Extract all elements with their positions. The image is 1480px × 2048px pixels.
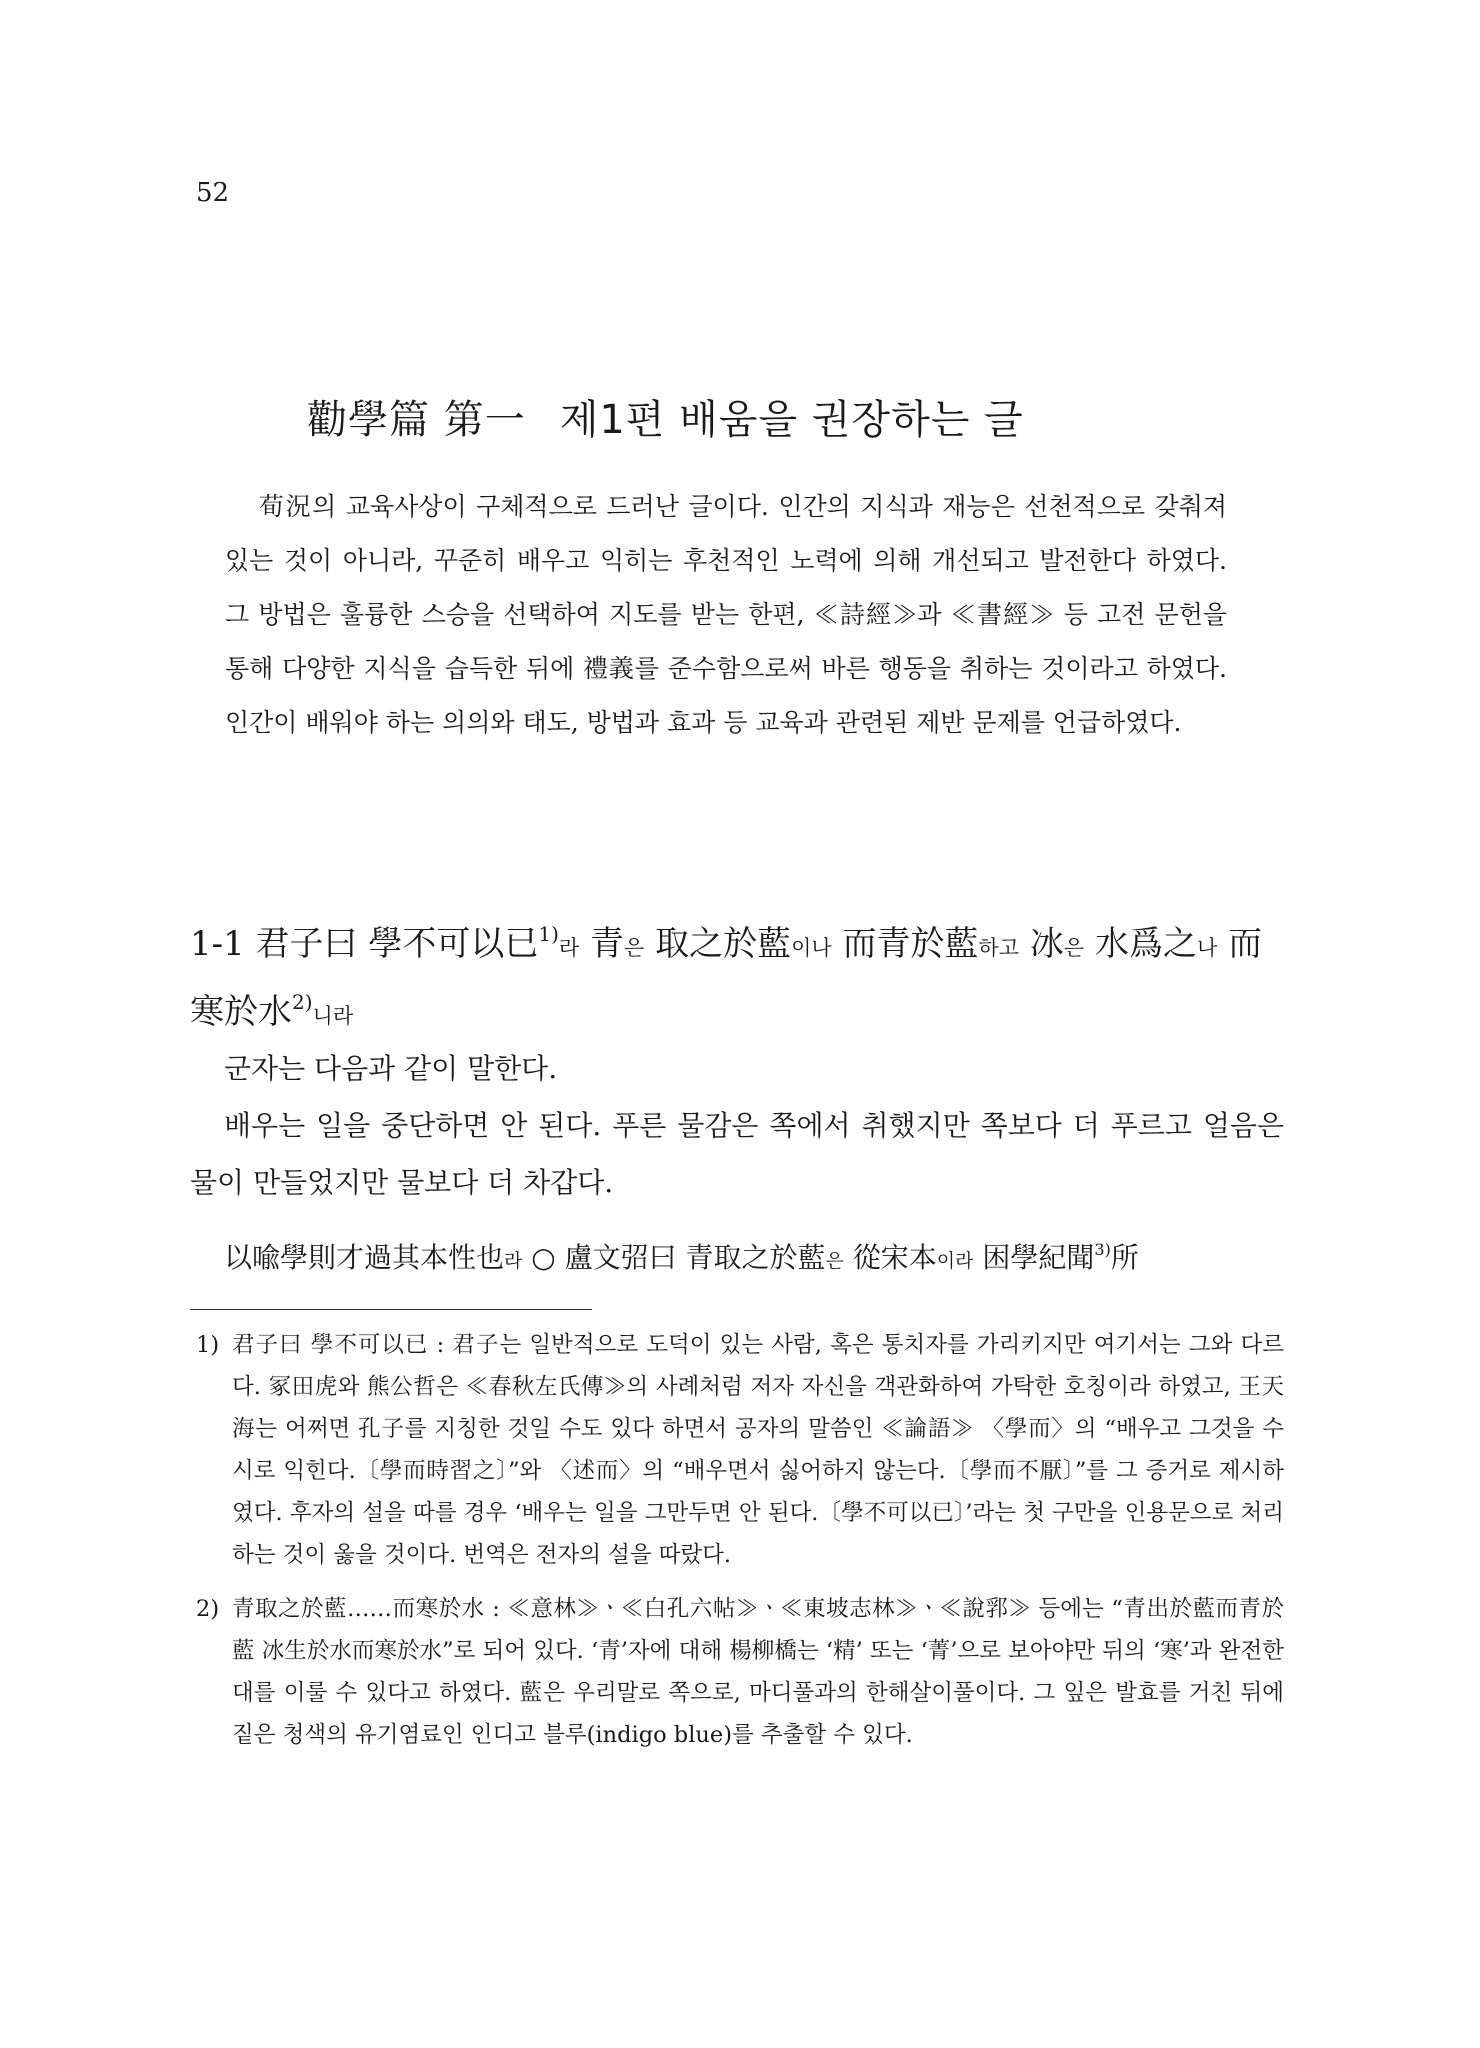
commentary-text: 所 xyxy=(1110,1241,1139,1274)
verse-text: 1-1 君子曰 學不可以已 xyxy=(190,924,539,964)
verse-particle: 니라 xyxy=(312,1004,354,1028)
translation-line: 배우는 일을 중단하면 안 된다. 푸른 물감은 쪽에서 취했지만 쪽보다 더 푸르고 얼음은 물이 만들었지만 물보다 더 차갑다. xyxy=(190,1109,1284,1199)
verse-text: 而寒於水 xyxy=(190,924,1263,1032)
verse-text: 取之於藍 xyxy=(644,924,792,964)
commentary-text: 困學紀聞 xyxy=(973,1241,1095,1274)
footnote-text: 青取之於藍……而寒於水 : ≪意林≫ㆍ≪白孔六帖≫ㆍ≪東坡志林≫ㆍ≪說郛≫ 등에는 “青出於藍而青於藍 冰生於水而寒於水”로 되어 있다. ‘青’자에 대해 楊柳橋는 ‘精’ 또는 ‘菁’으로 보아야만 뒤의 ‘寒’과 완전한 대를 이룰 수 있다고 하였다. 藍은 우리말로 쪽으로, 마디풀과의 한해살이풀이다. 그 잎은 발효를 거친 뒤에 짙은 청색의 유기염료인 인디고 블루(indigo blue)를 추출할 수 있다. xyxy=(232,1596,1284,1748)
page-number: 52 xyxy=(196,178,230,208)
commentary-text: 從宋本 xyxy=(843,1241,937,1274)
chapter-title xyxy=(307,388,1024,445)
verse-particle: 나 xyxy=(1197,936,1218,960)
footnote-2 xyxy=(196,1588,1284,1756)
verse-particle: 라 xyxy=(558,936,580,960)
footnote-ref-3: 3) xyxy=(1094,1240,1111,1259)
footnote-ref-2: 2) xyxy=(292,990,313,1014)
verse-1-1 xyxy=(190,912,1284,1048)
intro-paragraph: 荀況의 교육사상이 구체적으로 드러난 글이다. 인간의 지식과 재능은 선천적으로 갖춰져 있는 것이 아니라, 꾸준히 배우고 익히는 후천적인 노력에 의해 개선되고 발전한다 하였다. 그 방법은 훌륭한 스승을 선택하여 지도를 받는 한편, ≪詩經≫과 ≪書經≫ 등 고전 문헌을 통해 다양한 지식을 습득한 뒤에 禮義를 준수함으로써 바른 행동을 취하는 것이라고 하였다. 인간이 배워야 하는 의의와 태도, 방법과 효과 등 교육과 관련된 제반 문제를 언급하였다. xyxy=(225,492,1227,737)
footnote-text: 君子曰 學不可以已 : 君子는 일반적으로 도덕이 있는 사람, 혹은 통치자를 가리키지만 여기서는 그와 다르다. 冢田虎와 熊公哲은 ≪春秋左氏傳≫의 사례처럼 저자 자신을 객관화하여 가탁한 호칭이라 하였고, 王天海는 어쩌면 孔子를 지칭한 것일 수도 있다 하면서 공자의 말씀인 ≪論語≫ 〈學而〉의 “배우고 그것을 수시로 익힌다.〔學而時習之〕”와 〈述而〉의 “배우면서 싫어하지 않는다.〔學而不厭〕”를 그 증거로 제시하였다. 후자의 설을 따를 경우 ‘배우는 일을 그만두면 안 된다.〔學不可以已〕’라는 첫 구만을 인용문으로 처리하는 것이 옳을 것이다. 번역은 전자의 설을 따랐다. xyxy=(232,1332,1284,1568)
commentary-particle: 은 xyxy=(825,1250,844,1272)
footnote-number: 2) xyxy=(196,1596,220,1622)
chapter-title-korean: 제1편 배움을 권장하는 글 xyxy=(559,397,1024,443)
commentary-text: ○ 盧文弨曰 青取之於藍 xyxy=(522,1241,826,1274)
translation-line: 군자는 다음과 같이 말한다. xyxy=(224,1052,558,1085)
commentary-line xyxy=(190,1235,1284,1284)
commentary-particle: 이라 xyxy=(936,1250,974,1272)
verse-text: 青 xyxy=(579,924,625,964)
verse-particle: 하고 xyxy=(978,936,1020,960)
verse-particle: 이나 xyxy=(791,936,832,960)
footnote-divider xyxy=(190,1309,592,1310)
verse-text: 水爲之 xyxy=(1084,924,1198,964)
verse-particle: 은 xyxy=(1063,936,1085,960)
chapter-introduction xyxy=(225,480,1227,750)
verse-particle: 은 xyxy=(624,936,645,960)
verse-text: 冰 xyxy=(1019,924,1064,964)
commentary-particle: 라 xyxy=(504,1250,523,1272)
footnote-1 xyxy=(196,1324,1284,1576)
commentary-text: 以喩學則才過其本性也 xyxy=(224,1241,505,1274)
chapter-title-hanja: 勸學篇 第一 xyxy=(307,397,526,443)
verse-translation xyxy=(190,1040,1284,1211)
footnote-number: 1) xyxy=(196,1332,220,1358)
verse-text: 而青於藍 xyxy=(831,924,979,964)
footnote-ref-1: 1) xyxy=(538,922,559,946)
footnotes xyxy=(196,1324,1284,1768)
